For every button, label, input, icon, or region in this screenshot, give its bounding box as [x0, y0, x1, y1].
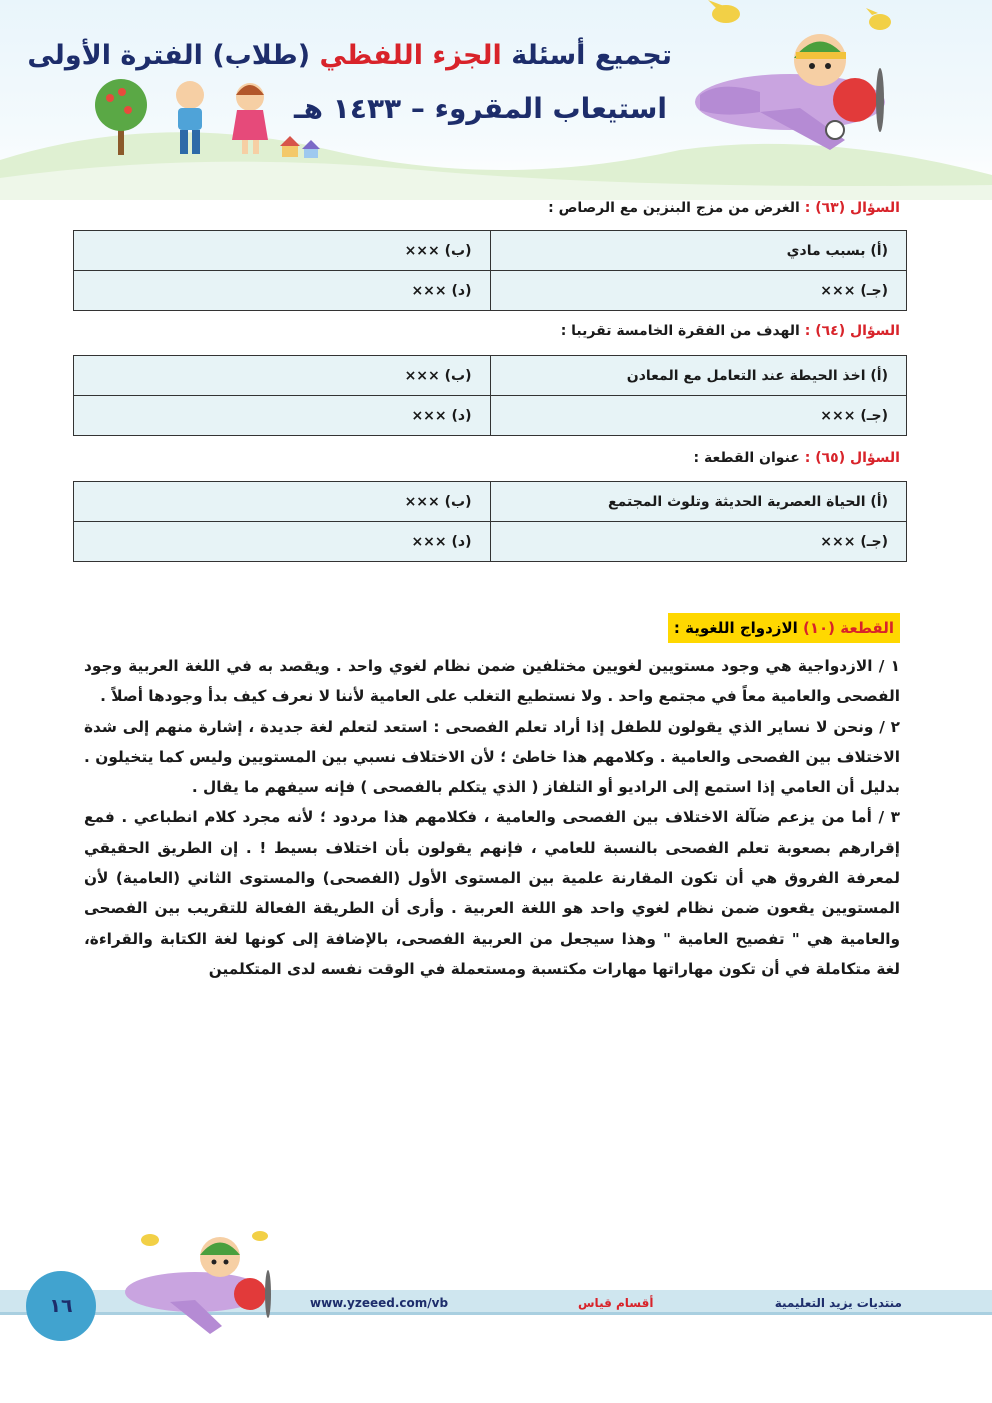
option-b[interactable]: (ب) ××× [74, 356, 491, 396]
bird-icon [708, 0, 891, 30]
passage-body [84, 651, 900, 984]
question-64-options [73, 355, 907, 436]
option-d[interactable]: (د) ××× [74, 271, 491, 311]
footer-airplane-icon [110, 1222, 290, 1342]
question-65-options [73, 481, 907, 562]
paragraph-3: ٣ / أما من يزعم ضآلة الاختلاف بين الفصحى والعامية ، فكلامهم هذا مردود ؛ لأنه مجرد كلام انطباعي . فمع إقرارهم بصعوبة تعلم الفصحى بالنسبة للعامي ، فإنهم يقولون بأن اختلاف بسيط ! . إن الطريق الحقيقي لمعرفة الفروق هي أن تكون المقارنة علمية بين المستوى الأول (الفصحى) والمستوى الثاني (العامية) لأن المستويين يقعون ضمن نظام لغوي واحد هو اللغة العربية . وأرى أن الطريقة الفعالة للتقريب بين الفصحى والعامية هي " تفصيح العامية " وهذا سيجعل من العربية الفصحى، بالإضافة إلى كونها لغة الكتابة والقراءة، لغة متكاملة في أن تكون مهاراتها مهارات مكتسبة ومستعملة في الوقت نفسه لدى المتكلمين [84, 808, 900, 978]
page-number: ١٦ [26, 1271, 96, 1341]
question-63-label: السؤال (٦٣) : الغرض من مزج البنزين مع الرصاص : [548, 200, 900, 216]
question-65-label: السؤال (٦٥) : عنوان القطعة : [693, 450, 900, 466]
option-b[interactable]: (ب) ××× [74, 231, 491, 271]
option-c[interactable]: (جـ) ××× [490, 396, 907, 436]
airplane-icon [695, 34, 885, 150]
forum-name: منتديات يزيد التعليمية [774, 1296, 902, 1310]
option-a[interactable]: (أ) بسبب مادي [490, 231, 907, 271]
option-b[interactable]: (ب) ××× [74, 482, 491, 522]
option-d[interactable]: (د) ××× [74, 522, 491, 562]
passage-title: القطعة (١٠) الازدواج اللغوية : [668, 613, 900, 643]
option-d[interactable]: (د) ××× [74, 396, 491, 436]
question-63-options [73, 230, 907, 311]
paragraph-1: ١ / الازدواجية هي وجود مستويين لغويين مختلفين ضمن نظام لغوي واحد . ويقصد به في اللغة العربية وجود الفصحى والعامية معاً في مجتمع واحد . ولا نستطيع التغلب على العامية لأننا لا نعرف كيف بدأ وجودها أصلاً . [84, 657, 900, 706]
option-c[interactable]: (جـ) ××× [490, 522, 907, 562]
option-a[interactable]: (أ) الحياة العصرية الحديثة وتلوث المجتمع [490, 482, 907, 522]
page-subtitle: استيعاب المقروء – ١٤٣٣ هـ [294, 92, 667, 125]
page-title: تجميع أسئلة الجزء اللفظي (طلاب) الفترة الأولى [27, 40, 672, 71]
paragraph-2: ٢ / ونحن لا نساير الذي يقولون للطفل إذا أراد تعلم الفصحى : استعد لتعلم لغة جديدة ، إشارة منهم إلى شدة الاختلاف بين الفصحى والعامية . وكلامهم هذا خاطئ ؛ لأن الاختلاف نسبي بين المستويين وليس كما يتخيلون . بدليل أن العامي إذا استمع إلى الراديو أو التلفاز ( الذي يتكلم بالفصحى ) فإنه سيفهم ما يقال . [84, 717, 900, 797]
question-64-label: السؤال (٦٤) : الهدف من الفقرة الخامسة تقريبا : [560, 323, 900, 339]
option-c[interactable]: (جـ) ××× [490, 271, 907, 311]
option-a[interactable]: (أ) اخذ الحيطة عند التعامل مع المعادن [490, 356, 907, 396]
section-label: أقسام قياس [578, 1296, 654, 1310]
website-link[interactable]: www.yzeeed.com/vb [310, 1296, 449, 1310]
